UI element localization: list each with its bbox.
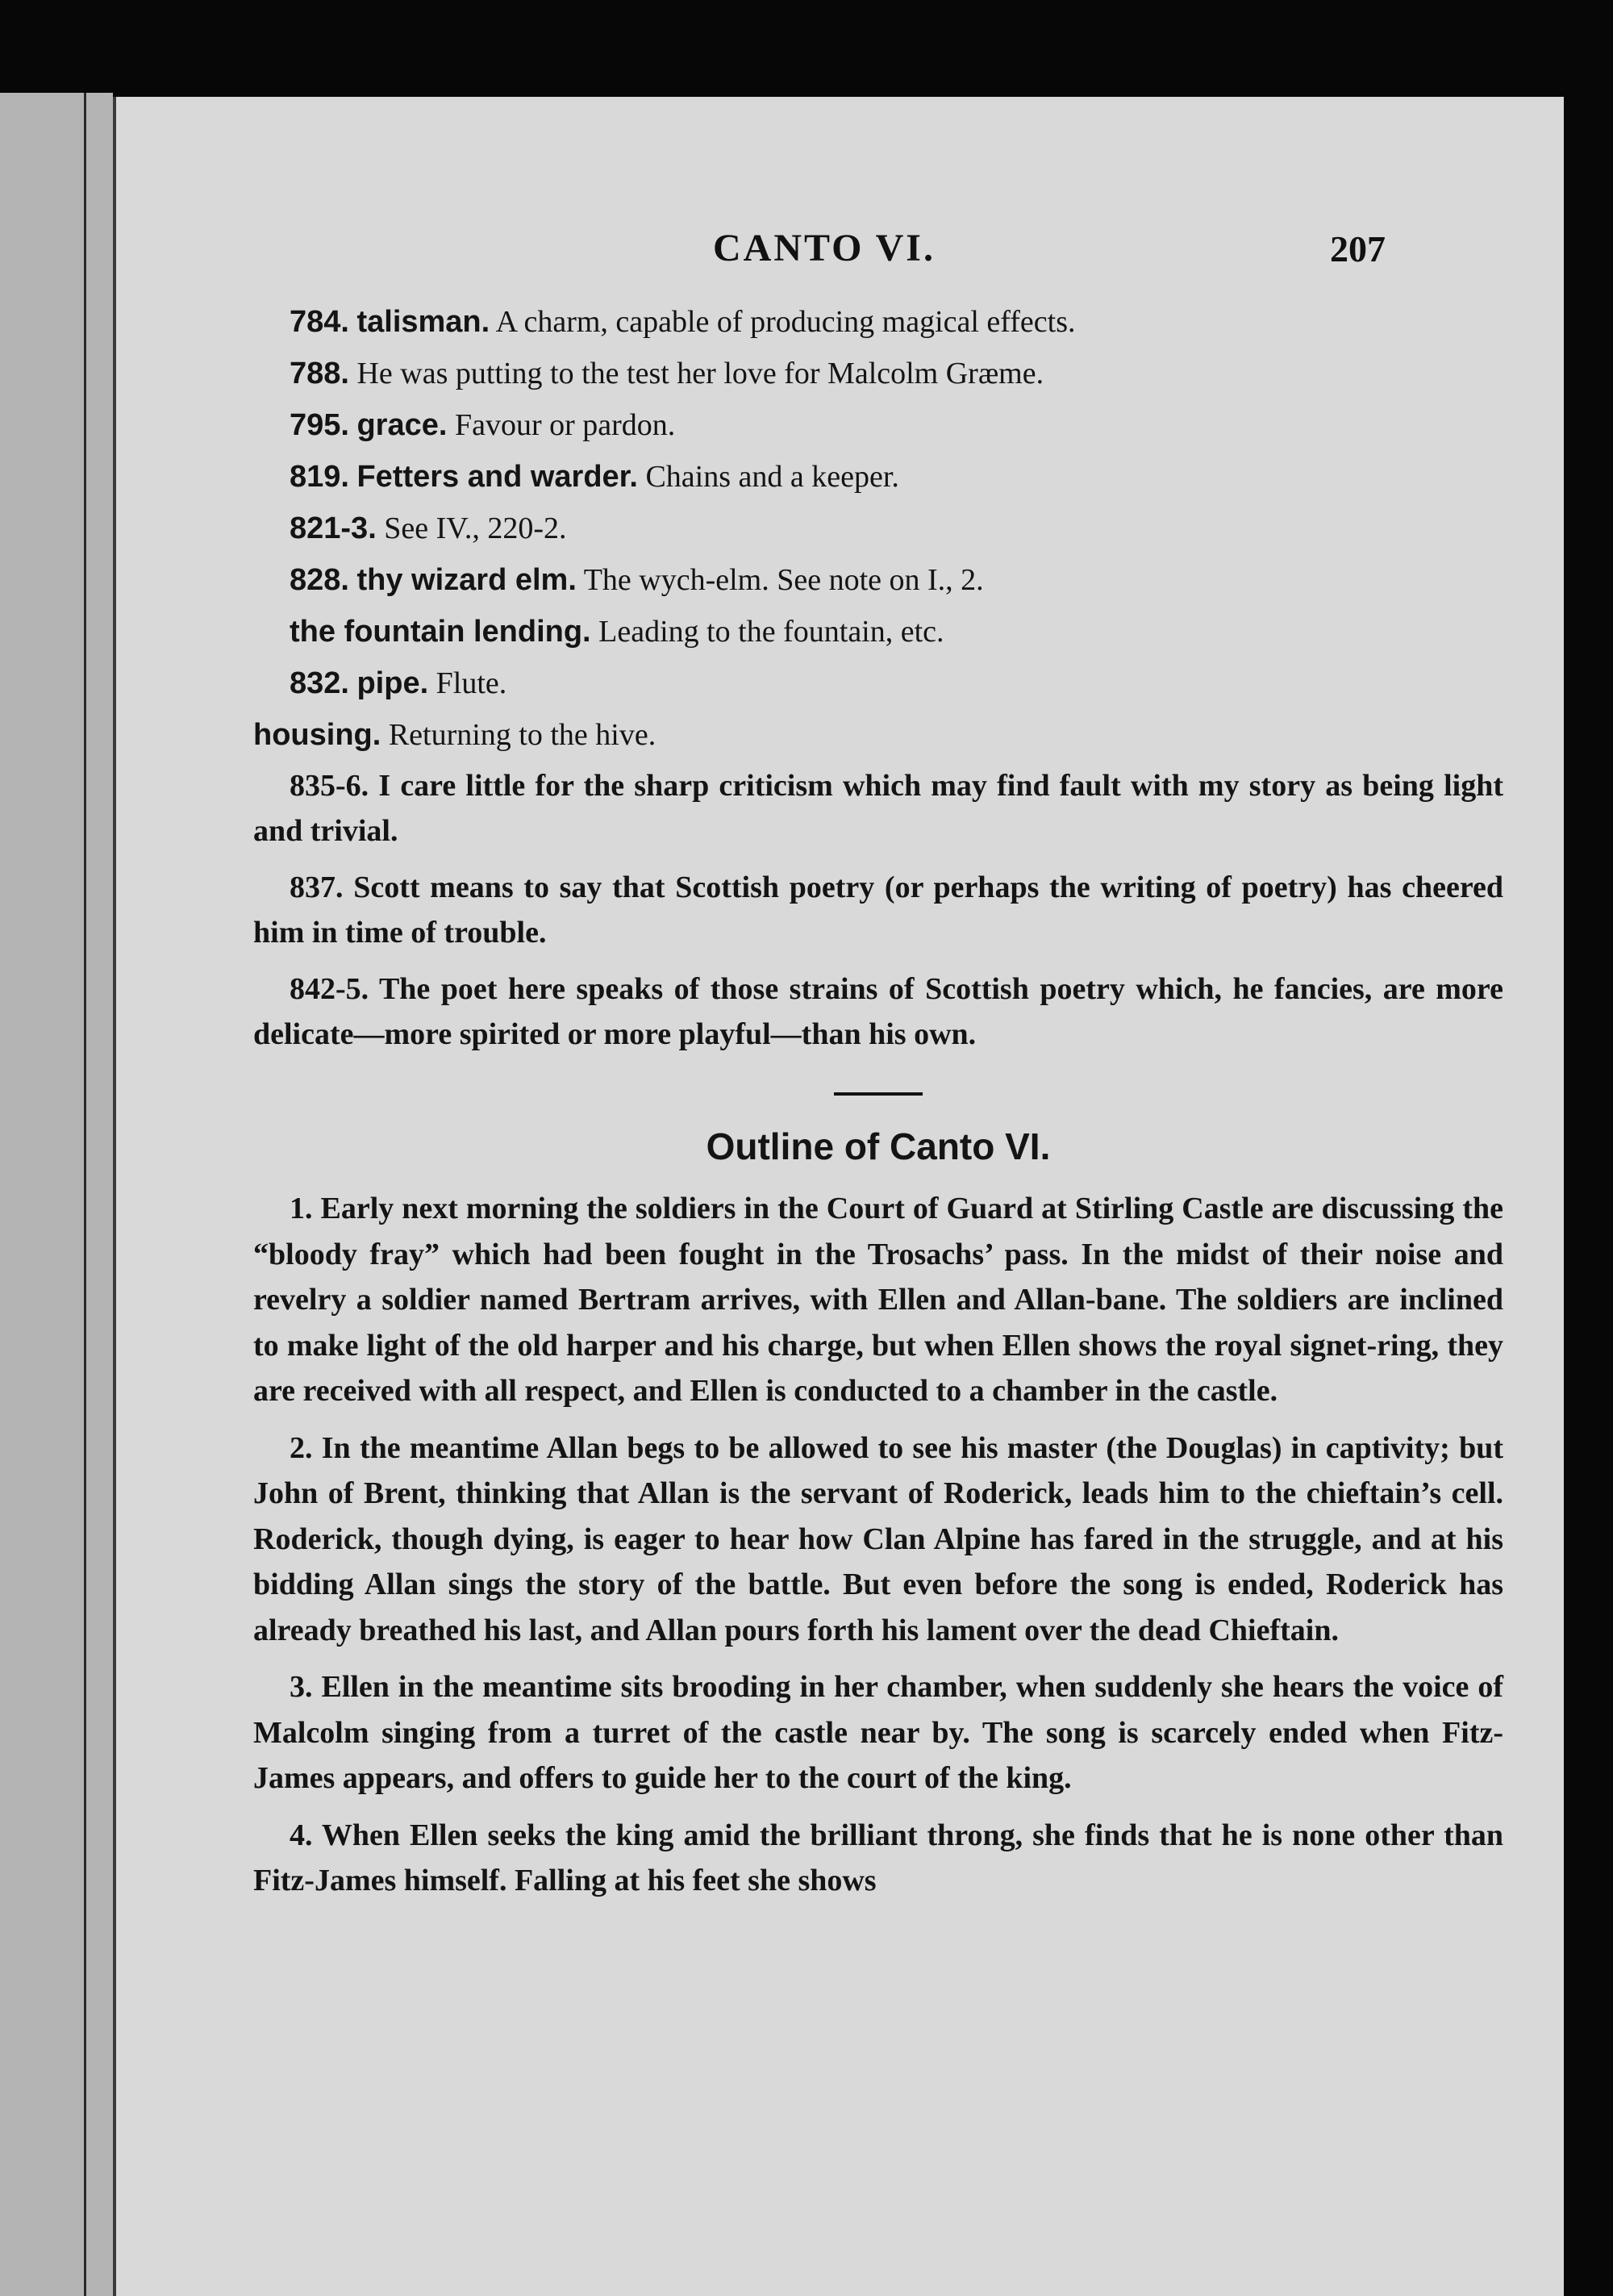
note-term: Fetters and warder.	[356, 460, 638, 494]
note-fountain	[253, 608, 1503, 655]
adjacent-page-edge	[0, 93, 113, 2296]
outline-paragraph-2: 2. In the meantime Allan begs to be allowed to see his master (the Douglas) in captivity; but John of Brent, thinking that Allan is the servant of Roderick, leads him to the chieftain’s cell. Roderick, though dying, is eager to hear how Clan Alpine has fared in the struggle, and at his bidding Allan sings the story of the battle. But even before the song is ended, Roderick has already breathed his last, and Allan pours forth his lament over the dead Chieftain.	[253, 1430, 1503, 1647]
outline-paragraph-3: 3. Ellen in the meantime sits brooding in her chamber, when suddenly she hears the voice of Malcolm singing from a turret of the castle near by. The song is scarcely ended when Fitz-James appears, and offers to guide her to the court of the king.	[253, 1670, 1503, 1795]
long-note-842	[253, 966, 1503, 1057]
note-housing	[253, 712, 1503, 758]
note-text: Favour or pardon.	[454, 408, 676, 442]
outline-paragraph-4: 4. When Ellen seeks the king amid the brilliant throng, she finds that he is none other than Fitz-James himself. Falling at his feet she shows	[253, 1818, 1503, 1897]
outline-paragraph-1: 1. Early next morning the soldiers in the Court of Guard at Stirling Castle are discussing the “bloody fray” which had been fought in the Trosachs’ pass. In the midst of their noise and revelry a soldier named Bertram arrives, with Ellen and Allan-bane. The soldiers are inclined to make light of the old harper and his charge, but when Ellen shows the royal signet-ring, they are received with all respect, and Ellen is conducted to a chamber in the castle.	[253, 1192, 1503, 1408]
note-number: 795.	[290, 408, 349, 442]
book-gutter-line	[84, 93, 86, 2296]
section-divider	[834, 1092, 923, 1096]
note-number: 832.	[290, 666, 349, 700]
note-text: Flute.	[436, 666, 507, 700]
note-number: 842-5.	[290, 972, 369, 1006]
note-text: A charm, capable of producing magical effects.	[495, 305, 1076, 339]
outline-title: Outline of Canto VI.	[706, 1125, 1051, 1167]
note-text: Chains and a keeper.	[645, 460, 899, 494]
note-term: housing.	[253, 718, 381, 752]
note-text: The poet here speaks of those strains of Scottish poetry which, he fancies, are more delicate—more spirited or more playful—than his own.	[253, 972, 1503, 1051]
note-text: Returning to the hive.	[388, 718, 656, 752]
note-number: 835-6.	[290, 769, 369, 803]
note-788	[253, 350, 1503, 397]
outline-section	[253, 1186, 1503, 1904]
note-term: thy wizard elm.	[356, 563, 577, 597]
note-text: The wych-elm. See note on I., 2.	[583, 563, 984, 597]
note-number: 837.	[290, 870, 344, 904]
note-text: Scott means to say that Scottish poetry (or perhaps the writing of poetry) has cheered him in time of trouble.	[253, 870, 1503, 950]
note-795	[253, 402, 1503, 449]
note-number: 788.	[290, 357, 349, 390]
note-term: pipe.	[356, 666, 429, 700]
note-number: 828.	[290, 563, 349, 597]
note-text: I care little for the sharp criticism which may find fault with my story as being light and trivial.	[253, 769, 1503, 848]
note-term: talisman.	[356, 305, 490, 339]
note-784	[253, 298, 1503, 345]
note-819	[253, 453, 1503, 500]
book-page	[113, 97, 1564, 2296]
note-number: 784.	[290, 305, 349, 339]
note-828	[253, 557, 1503, 603]
page-number: 207	[1330, 228, 1386, 269]
note-821	[253, 505, 1503, 552]
long-note-835	[253, 763, 1503, 854]
note-term: the fountain lending.	[290, 615, 591, 649]
note-text: See IV., 220-2.	[384, 511, 567, 545]
note-number: 821-3.	[290, 511, 377, 545]
note-term: grace.	[356, 408, 448, 442]
note-text: Leading to the fountain, etc.	[598, 615, 944, 649]
notes-section	[253, 298, 1503, 1915]
note-832	[253, 660, 1503, 707]
note-text: He was putting to the test her love for Malcolm Græme.	[356, 357, 1044, 390]
note-number: 819.	[290, 460, 349, 494]
running-head: CANTO VI.	[713, 227, 936, 269]
long-note-837	[253, 865, 1503, 955]
